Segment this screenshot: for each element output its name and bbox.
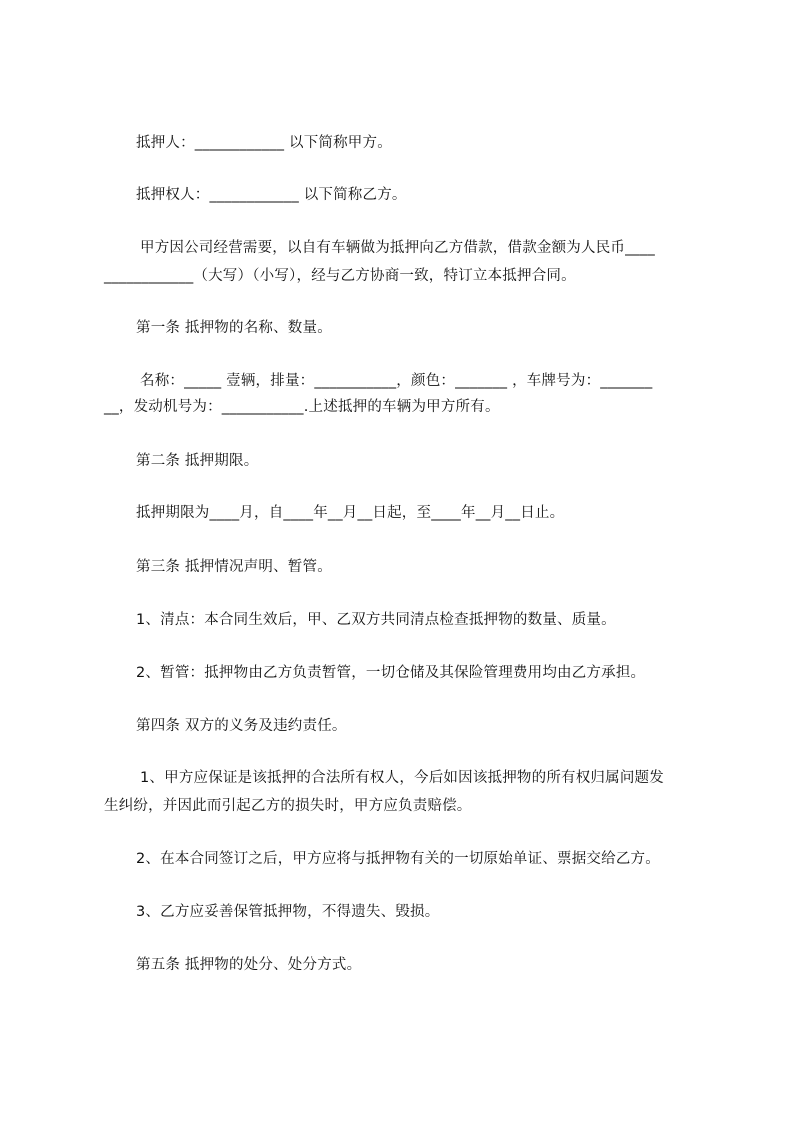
article-4-item-1-line-1: 1、甲方应保证是该抵押的合法所有权人，今后如因该抵押物的所有权归属问题发: [140, 770, 664, 786]
pledgee-line: 抵押权人：____________ 以下简称乙方。: [136, 187, 407, 203]
article-3-item-1: 1、清点：本合同生效后，甲、乙双方共同清点检查抵押物的数量、质量。: [136, 612, 616, 628]
pledgor-line: 抵押人：____________ 以下简称甲方。: [136, 135, 392, 151]
article-1-heading: 第一条 抵押物的名称、数量。: [136, 320, 332, 336]
article-2-text: 抵押期限为____月，自____年__月__日起，至____年__月__日止。: [136, 505, 565, 521]
article-2-heading: 第二条 抵押期限。: [136, 453, 259, 469]
article-1-text-1: 名称：_____ 壹辆，排量：___________，颜色：_______ ，车牌号为：_______: [140, 373, 653, 389]
article-4-item-3: 3、乙方应妥善保管抵押物，不得遗失、毁损。: [136, 904, 440, 920]
article-4-heading: 第四条 双方的义务及违约责任。: [136, 718, 347, 734]
article-1-text-2: __，发动机号为：___________.上述抵押的车辆为甲方所有。: [104, 399, 500, 415]
article-4-item-2: 2、在本合同签订之后，甲方应将与抵押物有关的一切原始单证、票据交给乙方。: [136, 851, 660, 867]
preamble-line-1: 甲方因公司经营需要，以自有车辆做为抵押向乙方借款，借款金额为人民币____: [140, 240, 655, 256]
article-3-heading: 第三条 抵押情况声明、暂管。: [136, 559, 332, 575]
article-4-item-1-line-2: 生纠纷，并因此而引起乙方的损失时，甲方应负责赔偿。: [104, 798, 472, 814]
article-3-item-2: 2、暂管：抵押物由乙方负责暂管，一切仓储及其保险管理费用均由乙方承担。: [136, 665, 646, 681]
preamble-line-2: ____________（大写）（小写），经与乙方协商一致，特订立本抵押合同。: [104, 268, 576, 284]
article-5-heading: 第五条 抵押物的处分、处分方式。: [136, 957, 362, 973]
